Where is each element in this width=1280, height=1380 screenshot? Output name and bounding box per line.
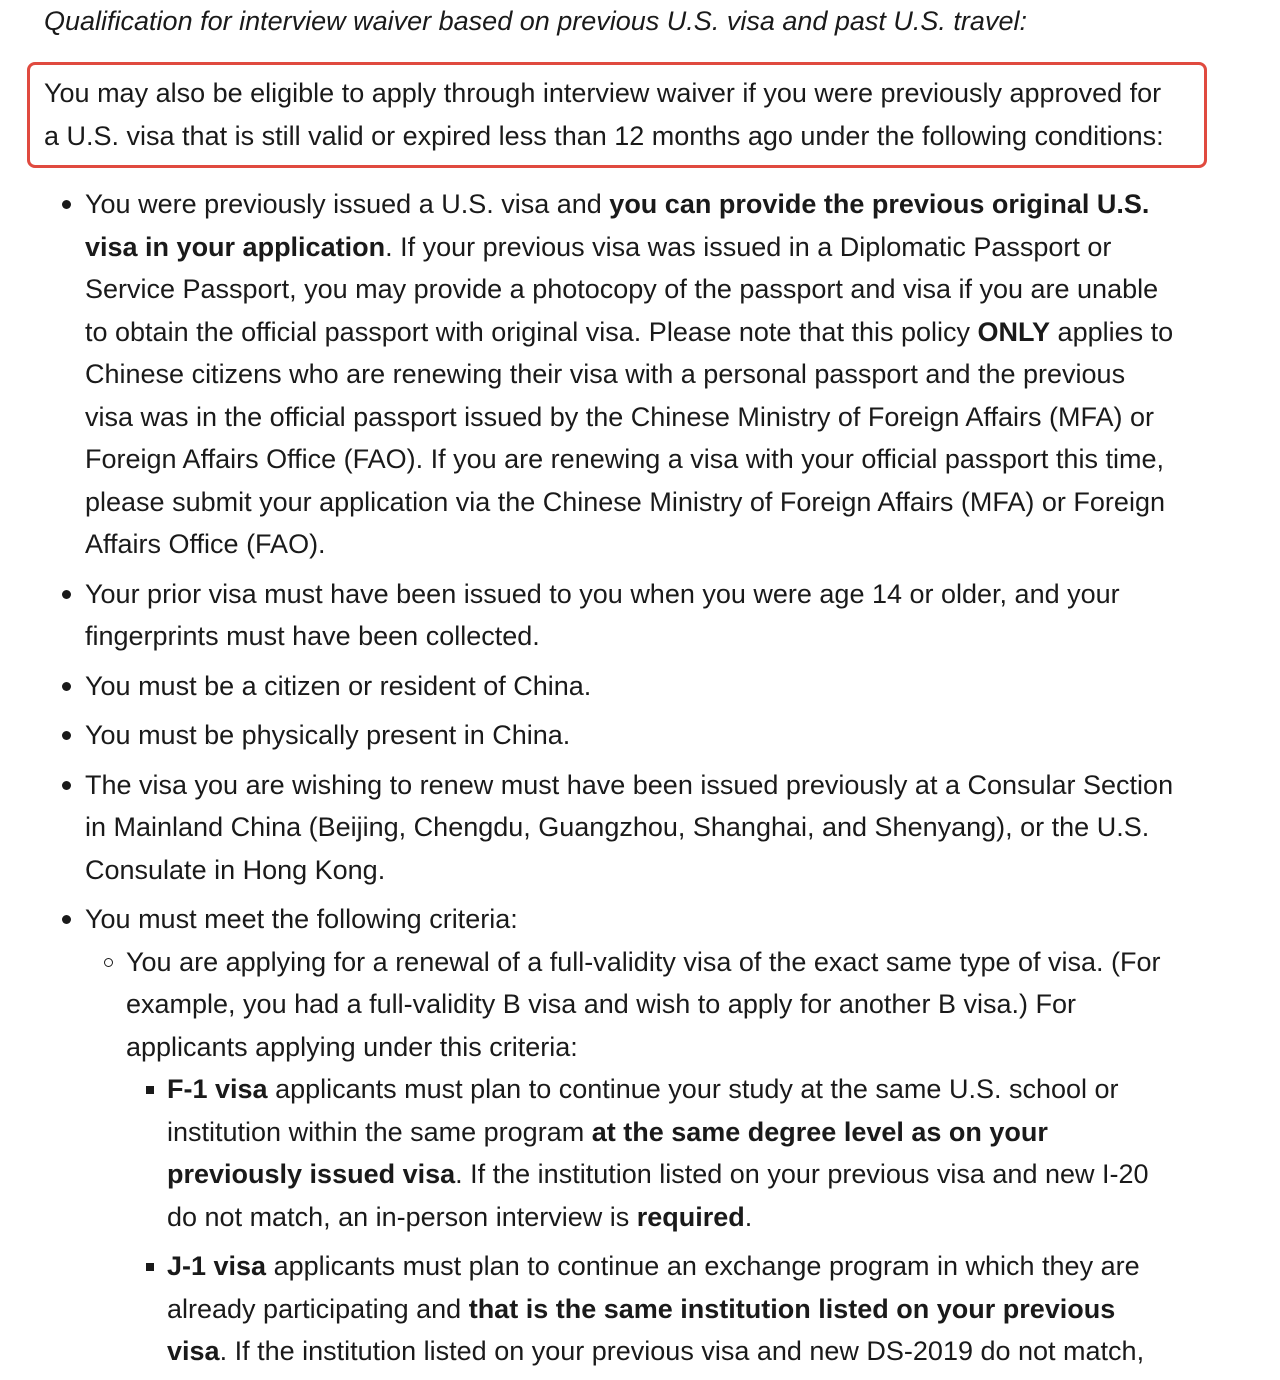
section-heading: Qualification for interview waiver based on previous U.S. visa and past U.S. travel: <box>44 6 1027 36</box>
text-line: Chinese citizens who are renewing their visa with a personal passport and the previous <box>85 359 1126 389</box>
bullet-disc-icon <box>62 781 71 790</box>
text-line <box>167 1196 1280 1239</box>
text-line: Service Passport, you may provide a photocopy of the passport and visa if you are unable <box>85 274 1159 304</box>
bullet-square-icon <box>146 1086 154 1094</box>
text-line: applicants applying under this criteria: <box>126 1031 578 1062</box>
callout-line-2: a U.S. visa that is still valid or expired less than 12 months ago under the following conditions: <box>44 120 1164 151</box>
bold-text: F-1 visa <box>167 1074 268 1104</box>
text-run: to obtain the official passport with original visa. Please note that this policy <box>85 316 978 347</box>
bold-text: previously issued visa <box>167 1159 456 1189</box>
text-line: please submit your application via the Chinese Ministry of Foreign Affairs (MFA) or Foreign <box>85 486 1165 517</box>
sublist-item <box>0 941 1280 1373</box>
list-item <box>0 764 1280 892</box>
text-line <box>167 1111 1280 1154</box>
text-run: You were previously issued a U.S. visa and <box>85 189 610 219</box>
text-line: You must be physically present in China. <box>85 720 571 750</box>
text-line: You are applying for a renewal of a full-validity visa of the exact same type of visa. (For <box>126 946 1161 977</box>
bold-text: required <box>636 1201 745 1232</box>
sublist-item-f1 <box>0 1068 1280 1238</box>
text-run: do not match, an in-person interview is <box>167 1201 637 1232</box>
text-line <box>167 1330 1280 1373</box>
conditions-list <box>0 183 1280 1380</box>
bold-text: visa <box>167 1336 220 1366</box>
text-line: Affairs Office (FAO). <box>85 529 326 559</box>
text-run: . <box>744 1201 753 1232</box>
text-run: already participating and <box>167 1293 469 1324</box>
text-run: institution within the same program <box>167 1116 592 1147</box>
text-line <box>167 1068 1280 1111</box>
bullet-square-icon <box>146 1263 154 1271</box>
text-line: Foreign Affairs Office (FAO). If you are renewing a visa with your official passport this time, <box>85 444 1164 474</box>
bullet-disc-icon <box>62 731 71 740</box>
text-line: in Mainland China (Beijing, Chengdu, Guangzhou, Shanghai, and Shenyang), or the U.S. <box>85 812 1150 842</box>
text-run: applicants must plan to continue your study at the same U.S. school or <box>267 1074 1119 1104</box>
text-run: . If the institution listed on your previous visa and new I-20 <box>455 1159 1149 1189</box>
text-line: You must meet the following criteria: <box>85 904 518 934</box>
bold-text: J-1 visa <box>167 1251 267 1281</box>
text-line <box>167 1288 1280 1331</box>
text-line <box>85 183 1280 226</box>
bold-text: ONLY <box>977 316 1051 347</box>
text-line <box>85 226 1280 269</box>
highlighted-callout <box>27 62 1207 168</box>
bold-text: that is the same institution listed on your previous <box>468 1293 1116 1324</box>
text-line: Your prior visa must have been issued to you when you were age 14 or older, and your <box>85 578 1120 609</box>
bullet-disc-icon <box>62 915 71 924</box>
text-line: Consulate in Hong Kong. <box>85 854 386 885</box>
text-line <box>167 1245 1280 1288</box>
bullet-disc-icon <box>62 590 71 599</box>
bullet-disc-icon <box>62 200 71 209</box>
text-line <box>85 311 1280 354</box>
bold-text: you can provide the previous original U.S. <box>609 189 1150 219</box>
text-line: fingerprints must have been collected. <box>85 621 540 651</box>
text-line: visa was in the official passport issued by the Chinese Ministry of Foreign Affairs (MFA) or <box>85 401 1154 432</box>
text-run: applicants must plan to continue an exchange program in which they are <box>266 1251 1140 1281</box>
bold-text: visa in your application <box>85 231 386 262</box>
text-line: The visa you are wishing to renew must have been issued previously at a Consular Section <box>85 769 1174 800</box>
sublist-item-j1 <box>0 1245 1280 1373</box>
list-item <box>0 714 1280 757</box>
text-line: You must be a citizen or resident of China. <box>85 670 592 701</box>
list-item <box>0 183 1280 566</box>
visa-type-sublist <box>126 1068 1280 1373</box>
bold-text: at the same degree level as on your <box>591 1116 1048 1147</box>
bullet-circle-icon <box>104 958 113 967</box>
text-line <box>167 1153 1280 1196</box>
list-item <box>0 898 1280 1373</box>
text-line: example, you had a full-validity B visa and wish to apply for another B visa.) For <box>126 989 1076 1019</box>
criteria-sublist <box>85 941 1280 1373</box>
text-run: . If your previous visa was issued in a Diplomatic Passport or <box>385 231 1112 262</box>
list-item <box>0 665 1280 708</box>
callout-line-1: You may also be eligible to apply through interview waiver if you were previously approved for <box>44 78 1162 108</box>
text-run: . If the institution listed on your previous visa and new DS-2019 do not match, <box>219 1336 1145 1366</box>
text-run: applies to <box>1050 316 1174 347</box>
bullet-disc-icon <box>62 682 71 691</box>
list-item <box>0 573 1280 658</box>
